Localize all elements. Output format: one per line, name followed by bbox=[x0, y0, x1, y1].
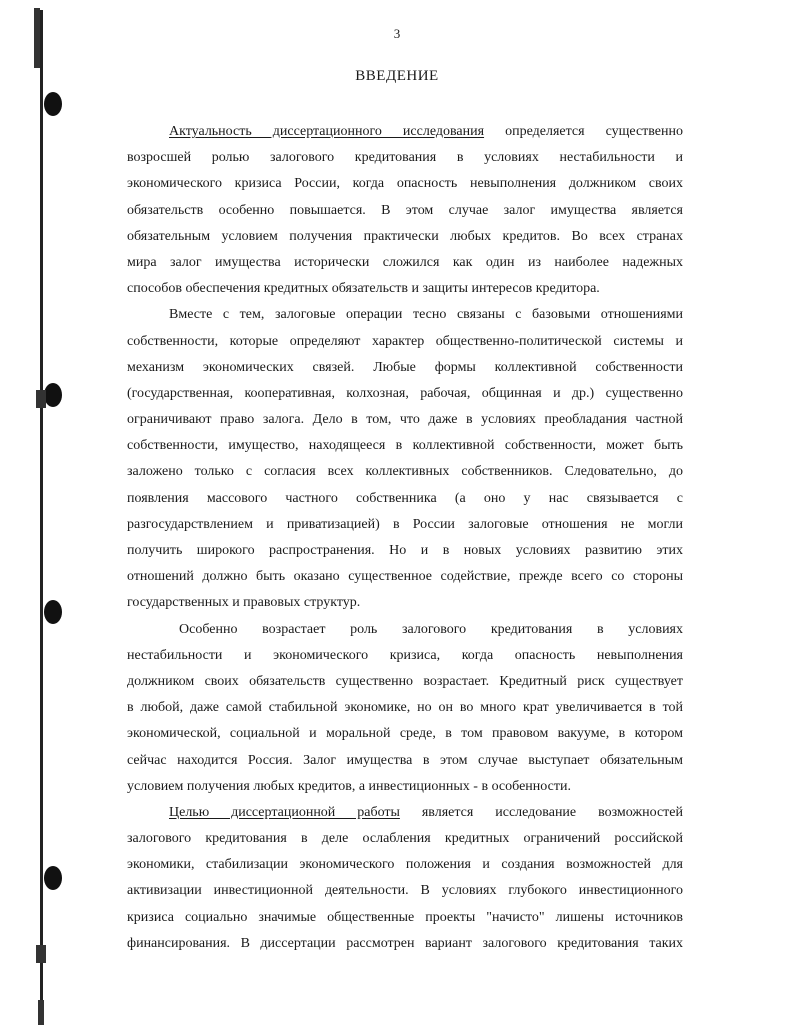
paragraph-line: Целью диссертационной работы является исследование возможностей bbox=[169, 804, 683, 820]
paragraph-line: Особенно возрастает роль залогового кредитования в условиях bbox=[179, 621, 683, 637]
paragraph-line: финансирования. В диссертации рассмотрен вариант залогового кредитования таких bbox=[127, 935, 683, 951]
paragraph-line: (государственная, кооперативная, колхозная, рабочая, общинная и др.) существенно bbox=[127, 385, 683, 401]
scan-margin-line bbox=[40, 10, 43, 1020]
paragraph-line: сейчас находится Россия. Залог имущества в этом случае выступает обязательным bbox=[127, 752, 683, 768]
paragraph-line: получить широкого распространения. Но и в новых условиях развитию этих bbox=[127, 543, 683, 558]
paragraph-line: залогового кредитования в деле ослабления кредитных ограничений российской bbox=[127, 831, 683, 847]
paragraph-line: активизации инвестиционной деятельности. В условиях глубокого инвестиционного bbox=[127, 883, 683, 899]
paragraph-line: обязательств особенно повышается. В этом случае залог имущества является bbox=[127, 202, 683, 218]
paragraph-line: механизм экономических связей. Любые формы коллективной собственности bbox=[127, 359, 683, 375]
paragraph-line: нестабильности и экономического кризиса, когда опасность невыполнения bbox=[127, 647, 683, 663]
paragraph-line: мира залог имущества исторически сложился как один из наиболее надежных bbox=[127, 254, 683, 270]
body-text bbox=[127, 119, 683, 957]
paragraph-line: государственных и правовых структур. bbox=[127, 595, 361, 611]
paragraph-line: заложено только с согласия всех коллективных собственников. Следовательно, до bbox=[127, 464, 683, 480]
paragraph-line: отношений должно быть оказано существенное содействие, прежде всего со стороны bbox=[127, 569, 683, 585]
paragraph-line: возросшей ролью залогового кредитования в условиях нестабильности и bbox=[127, 150, 683, 166]
binder-hole bbox=[44, 600, 62, 624]
scan-speck bbox=[36, 945, 46, 963]
paragraph-line: экономической, социальной и моральной среде, в том правовом вакууме, в котором bbox=[127, 726, 683, 742]
page-title: ВВЕДЕНИЕ bbox=[355, 68, 439, 84]
binder-hole bbox=[44, 383, 62, 407]
paragraph-line: Вместе с тем, залоговые операции тесно связаны с базовыми отношениями bbox=[169, 307, 683, 323]
binder-hole bbox=[44, 92, 62, 116]
paragraph-line: кризиса социально значимые общественные проекты "начисто" лишены источников bbox=[127, 909, 683, 925]
paragraph-line: Актуальность диссертационного исследования определяется существенно bbox=[169, 124, 683, 139]
paragraph-line: обязательным условием получения практически любых кредитов. Во всех странах bbox=[127, 228, 683, 244]
paragraph-line: собственности, которые определяют характер общественно-политической системы и bbox=[127, 333, 683, 349]
paragraph-line: разгосударствлением и приватизацией) в России залоговые отношения не могли bbox=[127, 516, 683, 532]
paragraph-line: условием получения любых кредитов, а инвестиционных - в особенности. bbox=[127, 778, 571, 794]
scan-speck bbox=[36, 390, 46, 408]
binder-hole bbox=[44, 866, 62, 890]
paragraph-line: собственности, имущество, находящееся в коллективной собственности, может быть bbox=[127, 438, 683, 454]
paragraph-line: экономического кризиса России, когда опасность невыполнения должником своих bbox=[127, 176, 683, 192]
lead-phrase: Актуальность диссертационного исследования bbox=[169, 124, 485, 139]
paragraph-line: ограничивают право залога. Дело в том, что даже в условиях преобладания частной bbox=[127, 412, 683, 428]
paragraph-line: способов обеспечения кредитных обязательств и защиты интересов кредитора. bbox=[127, 281, 600, 297]
page-number: 3 bbox=[393, 26, 401, 41]
paragraph-line: появления массового частного собственника (а оно у нас связывается с bbox=[127, 490, 683, 506]
paragraph-line: в любой, даже самой стабильной экономике, но он во много крат увеличивается в той bbox=[127, 700, 683, 716]
scan-speck bbox=[38, 1000, 44, 1025]
paragraph-line: экономики, стабилизации экономического положения и создания возможностей для bbox=[127, 857, 683, 873]
lead-phrase: Целью диссертационной работы bbox=[169, 804, 400, 820]
paragraph-line: должником своих обязательств существенно возрастает. Кредитный риск существует bbox=[127, 673, 683, 689]
